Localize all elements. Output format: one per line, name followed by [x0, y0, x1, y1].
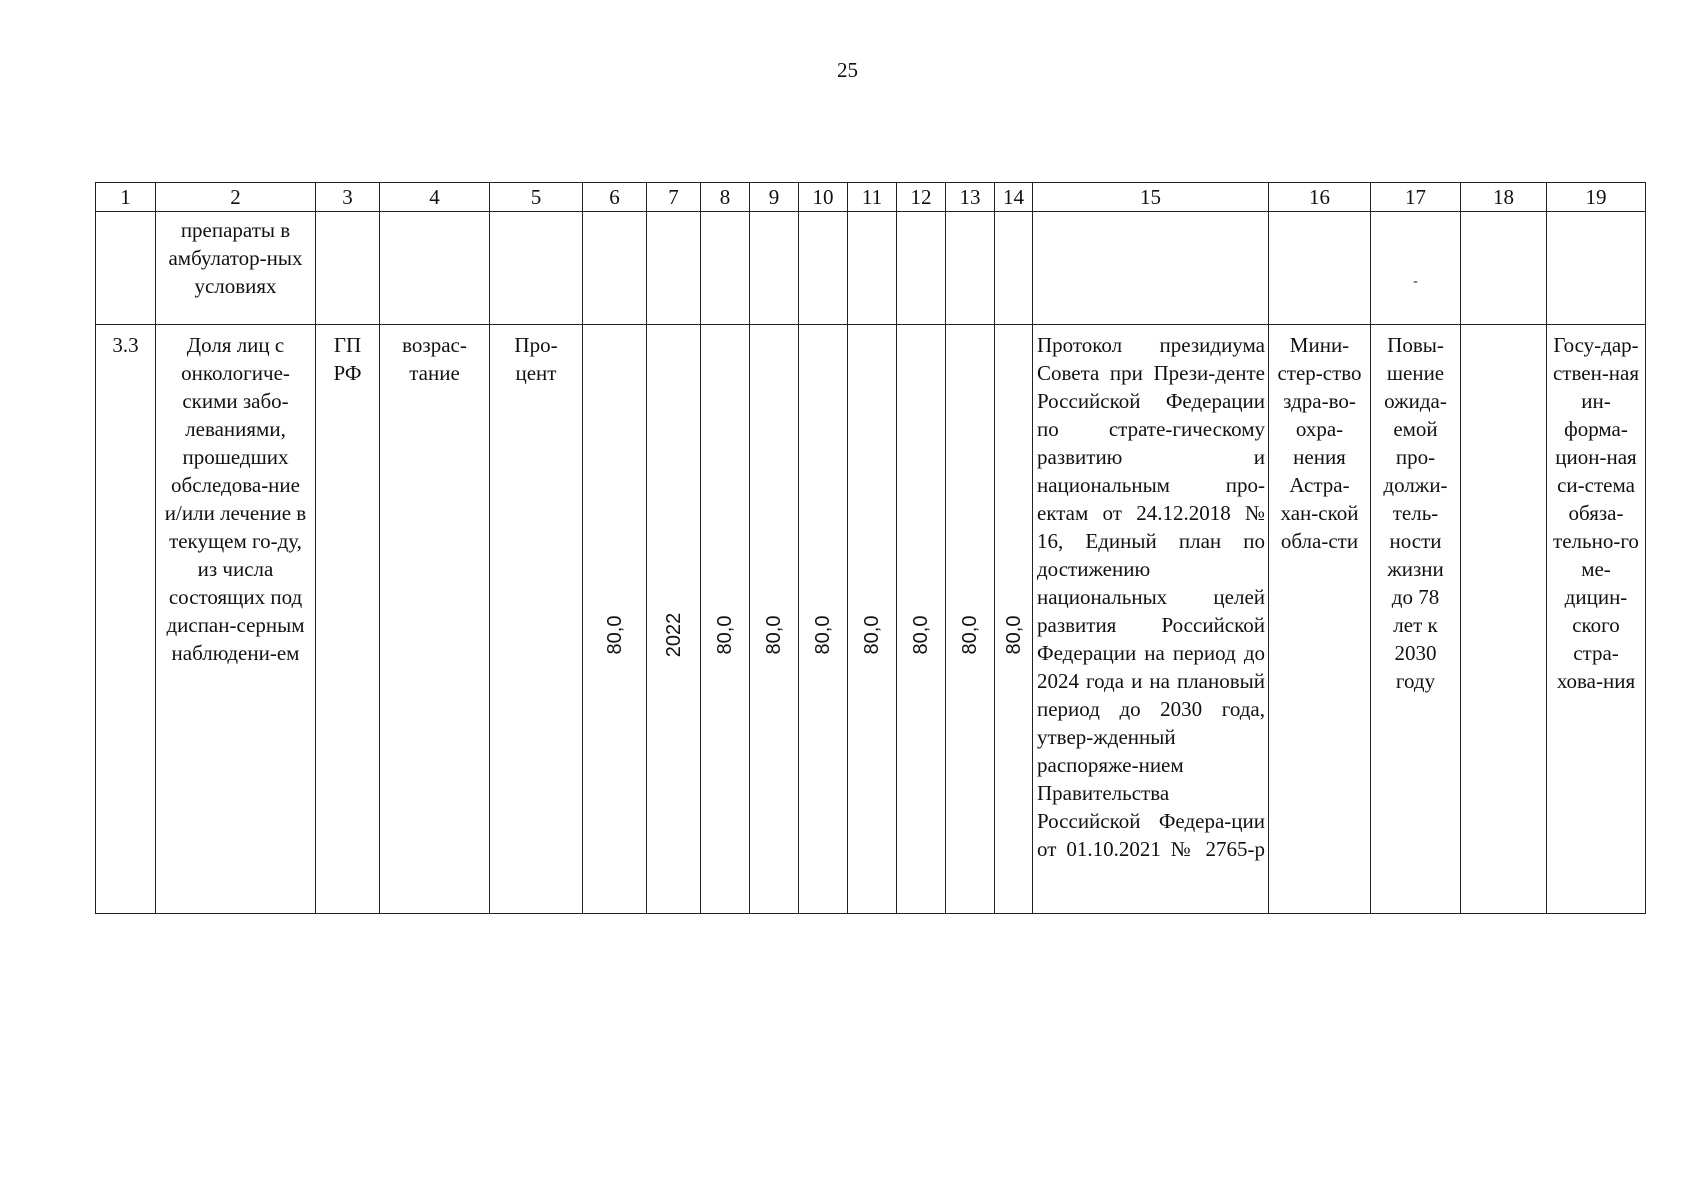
page-number: 25	[837, 58, 858, 82]
target-value: 80,0	[959, 615, 981, 655]
table-cell	[799, 325, 848, 914]
header-cell: 14	[995, 183, 1033, 212]
indicator-name: Доля лиц с онкологиче-скими забо-леваниями, прошедших обследова-ние и/или лечение в текущем го-ду, из числа состоящих под диспан-серным наблюдени-ем	[164, 333, 307, 665]
header-cell: 19	[1547, 183, 1646, 212]
table-cell	[701, 325, 750, 914]
target-value: 80,0	[812, 615, 834, 655]
table-cell	[897, 212, 946, 325]
table-cell	[1033, 325, 1269, 914]
information-system: Госу-дар-ствен-ная ин-форма-цион-ная си-стема обяза-тельно-го ме-дицин-ского стра-хова-ния	[1552, 333, 1640, 693]
table-cell	[316, 212, 380, 325]
header-cell: 4	[380, 183, 490, 212]
table-cell	[1033, 212, 1269, 325]
measurement-unit: Про-цент	[514, 333, 558, 385]
header-cell: 16	[1269, 183, 1371, 212]
table-cell	[316, 325, 380, 914]
table-cell	[848, 212, 897, 325]
indicator-direction: возрас-тание	[402, 333, 467, 385]
dash-mark: -	[1413, 274, 1418, 289]
indicator-table	[95, 182, 1646, 914]
table-cell	[995, 325, 1033, 914]
table-cell	[946, 212, 995, 325]
table-cell	[1371, 212, 1461, 325]
table-cell	[96, 212, 156, 325]
table-cell	[583, 325, 647, 914]
base-value: 80,0	[603, 615, 626, 655]
table-row	[96, 325, 1646, 914]
table-cell	[380, 325, 490, 914]
responsible-body: Мини-стер-ство здра-во-охра-нения Астра-хан-ской обла-сти	[1277, 333, 1362, 553]
table-cell	[897, 325, 946, 914]
table-cell	[96, 325, 156, 914]
table-cell	[1461, 325, 1547, 914]
header-cell: 1	[96, 183, 156, 212]
table-cell	[848, 325, 897, 914]
header-cell: 18	[1461, 183, 1547, 212]
header-row	[96, 183, 1646, 212]
header-cell: 5	[490, 183, 583, 212]
indicator-continuation-text: препараты в амбулатор-ных условиях	[168, 218, 303, 298]
table-cell	[1547, 325, 1646, 914]
table-cell	[750, 325, 799, 914]
header-cell: 9	[750, 183, 799, 212]
table-cell	[946, 325, 995, 914]
table-cell	[750, 212, 799, 325]
table-cell	[799, 212, 848, 325]
indicator-level: ГП РФ	[333, 333, 362, 385]
basis-document: Протокол президиума Совета при Прези-денте Российской Федерации по страте-гическому развитию и национальным про-ектам от 24.12.2018 № 16, Единый план по достижению национальных целей развития Российской Федерации на период до 2024 года и на плановый период до 2030 года, утвер-жденный распоряже-нием Правительства Российской Федера-ции от 01.10.2021 № 2765-р	[1037, 333, 1265, 861]
national-goal: Повы-шение ожида-емой про-должи-тель-ности жизни до 78 лет к 2030 году	[1383, 333, 1448, 693]
target-value: 80,0	[763, 615, 785, 655]
header-cell: 13	[946, 183, 995, 212]
table-cell	[647, 212, 701, 325]
table-cell	[1461, 212, 1547, 325]
table-cell	[1269, 325, 1371, 914]
table-cell	[156, 325, 316, 914]
header-cell: 11	[848, 183, 897, 212]
row-number: 3.3	[112, 333, 139, 357]
continuation-row	[96, 212, 1646, 325]
target-value: 80,0	[910, 615, 932, 655]
header-cell: 10	[799, 183, 848, 212]
table-cell	[995, 212, 1033, 325]
target-value: 80,0	[861, 615, 883, 655]
target-value: 80,0	[714, 615, 736, 655]
table-cell	[380, 212, 490, 325]
header-cell: 2	[156, 183, 316, 212]
table-cell	[1269, 212, 1371, 325]
table-cell	[1371, 325, 1461, 914]
table-cell	[701, 212, 750, 325]
header-cell: 17	[1371, 183, 1461, 212]
table-cell	[647, 325, 701, 914]
table-cell	[490, 212, 583, 325]
table-cell	[583, 212, 647, 325]
table-cell	[1547, 212, 1646, 325]
header-cell: 8	[701, 183, 750, 212]
table-cell	[156, 212, 316, 325]
header-cell: 7	[647, 183, 701, 212]
header-cell: 6	[583, 183, 647, 212]
base-year: 2022	[662, 612, 685, 658]
target-value: 80,0	[1002, 615, 1025, 655]
header-cell: 12	[897, 183, 946, 212]
header-cell: 3	[316, 183, 380, 212]
header-cell: 15	[1033, 183, 1269, 212]
table-cell	[490, 325, 583, 914]
